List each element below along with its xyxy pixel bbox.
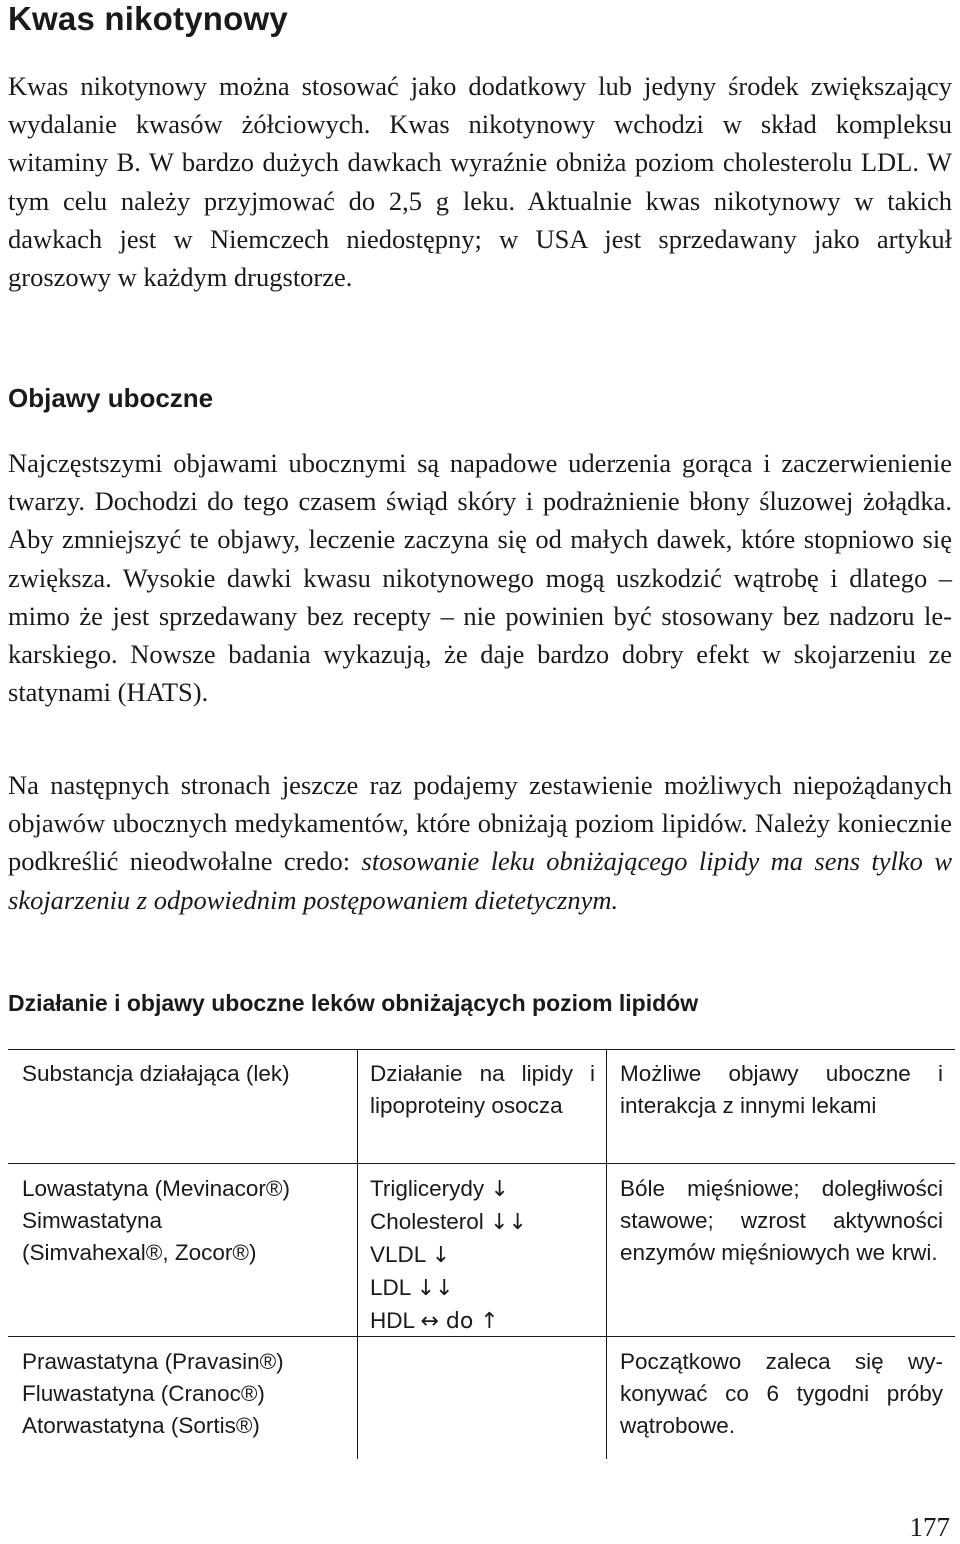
- effect-cholesterol: [370, 1206, 600, 1239]
- effect-label: Triglicerydy: [370, 1176, 485, 1201]
- effect-triglycerides: [370, 1173, 600, 1206]
- double-arrow-down-icon: ↓↓: [490, 1210, 527, 1235]
- effect-label: VLDL: [370, 1242, 426, 1267]
- row1-substance-2: Simwastatyna: [22, 1208, 163, 1233]
- arrow-down-icon: ↓: [431, 1243, 451, 1268]
- table-header-rule: [8, 1163, 955, 1164]
- credo-paragraph: [8, 766, 952, 919]
- row1-effects: [370, 1173, 600, 1338]
- double-arrow-down-icon: ↓↓: [416, 1276, 454, 1301]
- arrow-leftright-up-icon: ↔ do ↑: [420, 1309, 499, 1334]
- row2-substance-2: Fluwastatyna (Cranoc®): [22, 1381, 265, 1406]
- credo-plain-text: Na następnych stronach jeszcze raz podajemy zestawienie możliwych niepożądanych objawów ubocznych medykamentów, które obniżają poziom lipidów. Należy koniecznie podkreślić nieodwołalne credo:: [8, 770, 952, 877]
- effect-label: HDL: [370, 1308, 415, 1333]
- row1-side-effects: Bóle mięśniowe; doległiwości stawowe; wzrost aktywności enzymów mięśniowych we krwi.: [620, 1176, 943, 1265]
- header-side-effects: Możliwe objawy uboczne i interakcja z innymi lekami: [620, 1061, 943, 1118]
- table-top-rule: [8, 1049, 955, 1050]
- row2-substances: [22, 1346, 352, 1442]
- effect-label: LDL: [370, 1275, 411, 1300]
- effect-vldl: [370, 1239, 600, 1272]
- header-substance: Substancja działająca (lek): [22, 1061, 290, 1086]
- table-title: Działanie i objawy uboczne leków obniżających poziom lipidów: [8, 990, 699, 1016]
- row1-substance-3: (Simvahexal®, Zocor®): [22, 1240, 257, 1265]
- arrow-down-icon: ↓: [490, 1177, 509, 1202]
- row1-substances: [22, 1173, 352, 1269]
- credo-italic-text: stosowanie leku obniżającego lipidy ma sens tylko w skojarzeniu z odpowiednim postępowaniem dietetycznym.: [8, 846, 952, 915]
- header-effect: Działanie na lipidy i lipoproteiny osocza: [370, 1061, 595, 1118]
- row1-substance-1: Lowastatyna (Mevinacor®): [22, 1176, 290, 1201]
- effect-hdl: [370, 1305, 600, 1338]
- side-effects-paragraph: Najczęstszymi objawami ubocznymi są napadowe uderzenia gorąca i zaczerwienienie twarzy. Dochodzi do tego czasem świąd skóry i podrażnienie błony śluzowej żołądka. Aby zmniejszyć te objawy, leczenie zaczyna się od małych dawek, które stopniowo się zwiększa. Wysokie dawki kwasu nikotynowego mogą uszkodzić wątrobę i dlatego – mimo że jest sprzedawany bez recepty – nie powinien być stosowany bez nadzoru lekarskiego. Nowsze badania wykazują, że daje bardzo dobry efekt w skojarzeniu ze statynami (HATS).: [8, 448, 952, 708]
- row2-substance-3: Atorwastatyna (Sortis®): [22, 1413, 260, 1438]
- row2-substance-1: Prawastatyna (Pravasin®): [22, 1349, 284, 1374]
- section-title: Kwas nikotynowy: [8, 0, 288, 37]
- row2-side-effects: Początkowo zaleca się wykonywać co 6 tygodni próby wątrobowe.: [620, 1349, 943, 1438]
- intro-paragraph: Kwas nikotynowy można stosować jako dodatkowy lub jedyny środek zwiększający wydalanie kwasów żółciowych. Kwas nikotynowy wchodzi w skład kompleksu witaminy B. W bardzo dużych dawkach wyraźnie obniża poziom cholesterolu LDL. W tym celu należy przyjmować do 2,5 g leku. Aktualnie kwas nikotynowy w takich dawkach jest w Niemczech niedostępny; w USA jest sprzedawany jako artykuł groszowy w każdym drugstorze.: [8, 71, 952, 293]
- effect-label: Cholesterol: [370, 1209, 484, 1234]
- effect-ldl: [370, 1272, 600, 1305]
- side-effects-heading: Objawy uboczne: [8, 383, 214, 413]
- table-column-divider-1: [357, 1049, 358, 1459]
- table-column-divider-2: [606, 1049, 607, 1459]
- page-number: 177: [909, 1512, 950, 1542]
